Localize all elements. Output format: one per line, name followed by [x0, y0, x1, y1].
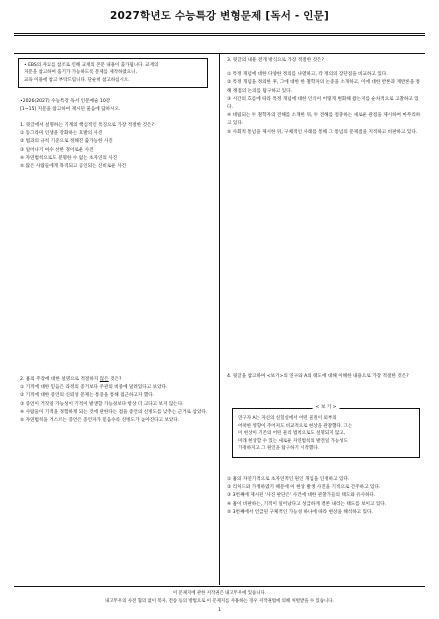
column-divider	[219, 53, 220, 585]
left-column-top	[20, 98, 212, 171]
question-3-option[interactable]: ① 특정 개념에 대한 다양한 정의를 나열하고, 각 정의의 장단점을 비교하고 있다.	[227, 72, 388, 78]
question-1-option[interactable]: ④ 자연법칙으로도 분명한 수 없는 초자연의 사진	[20, 155, 118, 161]
right-column-bottom	[227, 373, 423, 381]
question-3-option[interactable]: ④ 대립되는 두 철학자의 견해를 소개한 뒤, 두 견해를 절충하는 새로운 관점을 제시하여 마무리하고 있다.	[227, 113, 421, 127]
bogi-line: 가정하지고 그 원인을 탐구하기 시작했다.	[238, 446, 320, 452]
footer-copyright: 이 문제지에 관한 저작권은 내고뚜우에 있습니다.	[172, 591, 267, 596]
page-title: 2027학년도 수능특강 변형문제 [독서 - 인문]	[109, 10, 329, 22]
bogi-line: 연구자 A는 자신의 실험실에서 어떤 물질이 외부의	[238, 416, 337, 421]
question-4-options	[227, 476, 423, 517]
question-1-option[interactable]: ③ 일어나기 여수 선한 경이로운 사진	[20, 147, 94, 153]
bogi-line: 어떠한 영향이 주어져도 비교적으로 현상을 관찰했다. 그는	[238, 423, 353, 429]
title-rule-bottom	[14, 35, 425, 36]
question-4-option[interactable]: ③ 3번째에 제시된 '사진 판단은' 사건에 대한 관찰가들의 태도와 유사하다.	[227, 493, 376, 499]
question-2-option[interactable]: ④ 사람들이 기적을 경험하게 되는 것에 관한다는 점을 증언의 신빙도를 낮추는 근거로 삼았다.	[20, 409, 208, 415]
bogi-label: < 보 기 >	[313, 404, 340, 412]
question-3-stem: 3. 윗글의 내용 전개 방식으로 가장 적절한 것은?	[227, 58, 324, 63]
question-1-stem: 1. 윗글에서 설명하는 기계의 핵심적인 특징으로 가장 적절한 것은?	[20, 123, 154, 128]
bogi-line: 미래 현상할 수 있는 새로운 자연법칙의 발견일 가능성도	[238, 438, 348, 444]
notice-line: 교육 이용에 참고 부탁드립니다. 단순히 참고하십시오.	[24, 77, 130, 83]
question-2-stem-text: 2. 흄의 주장에 대한 설명으로 적절하지	[20, 377, 100, 382]
page-number: 1	[218, 608, 221, 613]
question-4-option[interactable]: ⑤ 3번째에서 언급된 구체적인 가능성 하나에 따라 현상을 해석하고 있다.	[227, 509, 373, 515]
left-column-bottom	[20, 376, 212, 425]
notice-line: • EBS의 자료를 참조로 인해 교재의 본문 내용이 출가됩니다. 교재의	[24, 63, 159, 68]
question-4-option[interactable]: ① 흄의 자연기적으로 초자연적인 원인 개입을 인정하고 있다.	[227, 477, 350, 482]
question-2-option[interactable]: ① 기적에 대한 믿음은 과정의 증거보다 주관의 비중에 달려있다고 보았다.	[20, 385, 168, 391]
source-instruction: [1~15] 지문을 참고하여 제시된 물음에 답하시오.	[20, 107, 121, 112]
question-2-stem-emphasis: 않은	[99, 377, 109, 382]
question-4-stem: 4. 윗글을 참고하여 <보기>의 연구와 A의 태도에 대해 이해한 내용으로 가장 적절한 것은?	[227, 374, 409, 379]
question-3-option[interactable]: ② 특정 개념을 정의한 후, 그에 대한 한 철학자의 논증을 소개하고, 이에 대한 반론과 재반론을 통해 쟁점의 논의를 탐구하고 있다.	[227, 80, 421, 94]
question-4-option[interactable]: ④ 흄이 비판하는, 기적이 일어났다고 성급하게 결론 내리는 태도를 보이고 있다.	[227, 501, 387, 507]
bogi-box	[232, 405, 420, 458]
notice-line: 지문을 참고하여 출기가 가능하도록 문제를 제작하였으니,	[24, 70, 137, 76]
question-1-option[interactable]: ① 동그라미 인생을 강화하는 호발의 사진	[20, 131, 103, 137]
right-column-top	[227, 57, 423, 137]
bogi-line: 이 현상이 기존의 어떤 물리 법칙으로도 설명되지 않고,	[238, 431, 346, 437]
question-2-stem-end: 것은?	[108, 377, 122, 382]
question-2-option[interactable]: ⑤ 자연법칙을 거스르는 증언은 증언자가 믿음수록 신빙도가 높아진다고 보았다.	[20, 418, 180, 424]
question-1-option[interactable]: ② 법과의 규칙 기준으로 정해진 출가능한 사진	[20, 139, 113, 145]
footer-rule	[14, 586, 425, 587]
question-3-option[interactable]: ③ 시간의 흐름에 따라 특정 개념에 대한 인식이 어떻게 변화해 왔는지를 순차적으로 고찰하고 있다.	[227, 96, 419, 111]
question-1-option[interactable]: ⑤ 많은 사람들에게 목격되고 공인되는 신비로운 사건	[20, 164, 127, 170]
question-4-option[interactable]: ② 리처드와 가정하였기 때문에 이 현상 발생 사진을 기적으로 간주하고 있다.	[227, 485, 381, 491]
title-rule-top	[14, 33, 425, 34]
source-line: •2026(2027) 수능특강 독서 인문예술 10강	[20, 99, 111, 104]
question-3-option[interactable]: ⑤ 사회적 통념을 제시한 뒤, 구체적인 사례를 통해 그 통념의 문제점을 지적하고 비판하고 있다.	[227, 129, 418, 135]
notice-box	[18, 58, 208, 88]
question-2-option[interactable]: ② 기적에 대한 증언의 신뢰성 문제는 통증을 통해 접근하고자 했다.	[20, 393, 155, 399]
footer-warning: 내고뚜우의 사전 협의 없이 복사, 전송 등의 방법으로 이 문제지를 사용하는 경우 저작권법에 의해 처벌받을 수 있습니다.	[105, 599, 334, 604]
question-2-option[interactable]: ③ 증언이 거짓일 가능성이 기적이 발생할 가능성보다 항상 더 크다고 보지 않는다.	[20, 401, 184, 407]
question-2-stem	[20, 376, 212, 384]
